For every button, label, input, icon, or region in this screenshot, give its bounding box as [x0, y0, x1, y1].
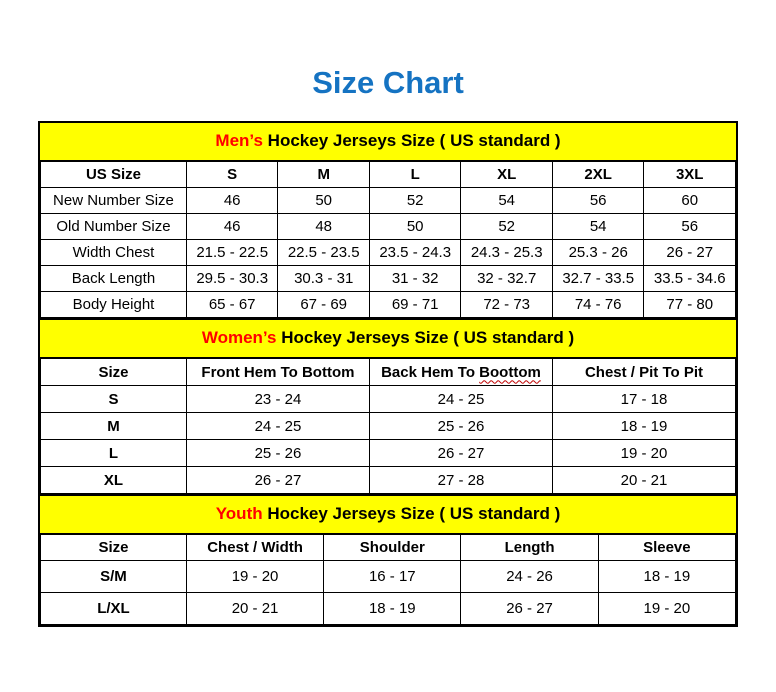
size-value-cell: 23.5 - 24.3: [369, 240, 461, 266]
size-value-cell: 54: [552, 214, 644, 240]
size-value-cell: 32 - 32.7: [461, 266, 553, 292]
header-row: [41, 162, 736, 188]
size-value-cell: 26 - 27: [644, 240, 736, 266]
row-label: Back Length: [41, 266, 187, 292]
size-value-cell: 27 - 28: [369, 467, 552, 494]
size-tables: [38, 121, 738, 627]
section-banner-mens: [40, 123, 736, 161]
size-value-cell: 77 - 80: [644, 292, 736, 318]
size-value-cell: 18 - 19: [552, 413, 735, 440]
table-row: [41, 386, 736, 413]
size-value-cell: 19 - 20: [552, 440, 735, 467]
column-header: Front Hem To Bottom: [186, 359, 369, 386]
column-header: S: [186, 162, 278, 188]
womens-size-table: [40, 358, 736, 494]
section-banner-highlight: Youth: [215, 504, 263, 523]
page-title: Size Chart: [312, 65, 464, 100]
size-value-cell: 20 - 21: [552, 467, 735, 494]
column-header: M: [278, 162, 370, 188]
column-header: Size: [41, 359, 187, 386]
table-row: [41, 413, 736, 440]
table-row: [41, 266, 736, 292]
table-row: [41, 561, 736, 593]
row-label: L/XL: [41, 593, 187, 625]
section-banner-text: Hockey Jerseys Size ( US standard ): [262, 131, 561, 150]
column-header: US Size: [41, 162, 187, 188]
size-value-cell: 31 - 32: [369, 266, 461, 292]
row-label: S: [41, 386, 187, 413]
section-banner-text: Hockey Jerseys Size ( US standard ): [262, 504, 561, 523]
column-header: Size: [41, 535, 187, 561]
section-banner-highlight: Women’s: [201, 328, 277, 347]
size-value-cell: 18 - 19: [324, 593, 461, 625]
row-label: L: [41, 440, 187, 467]
row-label: Body Height: [41, 292, 187, 318]
size-value-cell: 69 - 71: [369, 292, 461, 318]
size-value-cell: 72 - 73: [461, 292, 553, 318]
size-value-cell: 60: [644, 188, 736, 214]
header-row: [41, 359, 736, 386]
size-value-cell: 26 - 27: [369, 440, 552, 467]
size-value-cell: 46: [186, 214, 278, 240]
column-header: 3XL: [644, 162, 736, 188]
column-header: L: [369, 162, 461, 188]
section-banner-highlight: Men’s: [215, 131, 263, 150]
size-value-cell: 16 - 17: [324, 561, 461, 593]
column-header: Chest / Pit To Pit: [552, 359, 735, 386]
size-value-cell: 54: [461, 188, 553, 214]
row-label: M: [41, 413, 187, 440]
row-label: Width Chest: [41, 240, 187, 266]
table-row: [41, 593, 736, 625]
size-value-cell: 25 - 26: [369, 413, 552, 440]
size-value-cell: 24.3 - 25.3: [461, 240, 553, 266]
size-value-cell: 19 - 20: [186, 561, 323, 593]
size-value-cell: 22.5 - 23.5: [278, 240, 370, 266]
column-header: 2XL: [552, 162, 644, 188]
size-value-cell: 18 - 19: [598, 561, 735, 593]
size-value-cell: 17 - 18: [552, 386, 735, 413]
size-value-cell: 56: [552, 188, 644, 214]
row-label: New Number Size: [41, 188, 187, 214]
size-chart-page: [38, 0, 738, 627]
table-row: [41, 188, 736, 214]
size-value-cell: 48: [278, 214, 370, 240]
column-header: Chest / Width: [186, 535, 323, 561]
size-value-cell: 33.5 - 34.6: [644, 266, 736, 292]
size-value-cell: 46: [186, 188, 278, 214]
section-banner-youth: [40, 494, 736, 534]
size-value-cell: 67 - 69: [278, 292, 370, 318]
size-value-cell: 26 - 27: [461, 593, 598, 625]
column-header: Length: [461, 535, 598, 561]
size-value-cell: 74 - 76: [552, 292, 644, 318]
size-value-cell: 56: [644, 214, 736, 240]
size-value-cell: 24 - 25: [369, 386, 552, 413]
section-banner-womens: [40, 318, 736, 358]
column-header: XL: [461, 162, 553, 188]
size-value-cell: 24 - 26: [461, 561, 598, 593]
size-value-cell: 52: [461, 214, 553, 240]
table-row: [41, 292, 736, 318]
size-value-cell: 25 - 26: [186, 440, 369, 467]
size-value-cell: 25.3 - 26: [552, 240, 644, 266]
size-value-cell: 24 - 25: [186, 413, 369, 440]
table-row: [41, 467, 736, 494]
mens-size-table: [40, 161, 736, 318]
size-value-cell: 26 - 27: [186, 467, 369, 494]
row-label: Old Number Size: [41, 214, 187, 240]
table-row: [41, 240, 736, 266]
size-value-cell: 52: [369, 188, 461, 214]
row-label: S/M: [41, 561, 187, 593]
size-value-cell: 50: [278, 188, 370, 214]
size-value-cell: 32.7 - 33.5: [552, 266, 644, 292]
misspelled-word: Boottom: [479, 363, 541, 381]
size-value-cell: 29.5 - 30.3: [186, 266, 278, 292]
column-header: Shoulder: [324, 535, 461, 561]
size-value-cell: 65 - 67: [186, 292, 278, 318]
size-value-cell: 30.3 - 31: [278, 266, 370, 292]
row-label: XL: [41, 467, 187, 494]
column-header: Back Hem To Boottom: [369, 359, 552, 386]
table-row: [41, 214, 736, 240]
size-value-cell: 21.5 - 22.5: [186, 240, 278, 266]
size-value-cell: 19 - 20: [598, 593, 735, 625]
table-row: [41, 440, 736, 467]
column-header: Sleeve: [598, 535, 735, 561]
size-value-cell: 20 - 21: [186, 593, 323, 625]
size-value-cell: 50: [369, 214, 461, 240]
section-banner-text: Hockey Jerseys Size ( US standard ): [276, 328, 575, 347]
header-row: [41, 535, 736, 561]
size-value-cell: 23 - 24: [186, 386, 369, 413]
youth-size-table: [40, 534, 736, 625]
